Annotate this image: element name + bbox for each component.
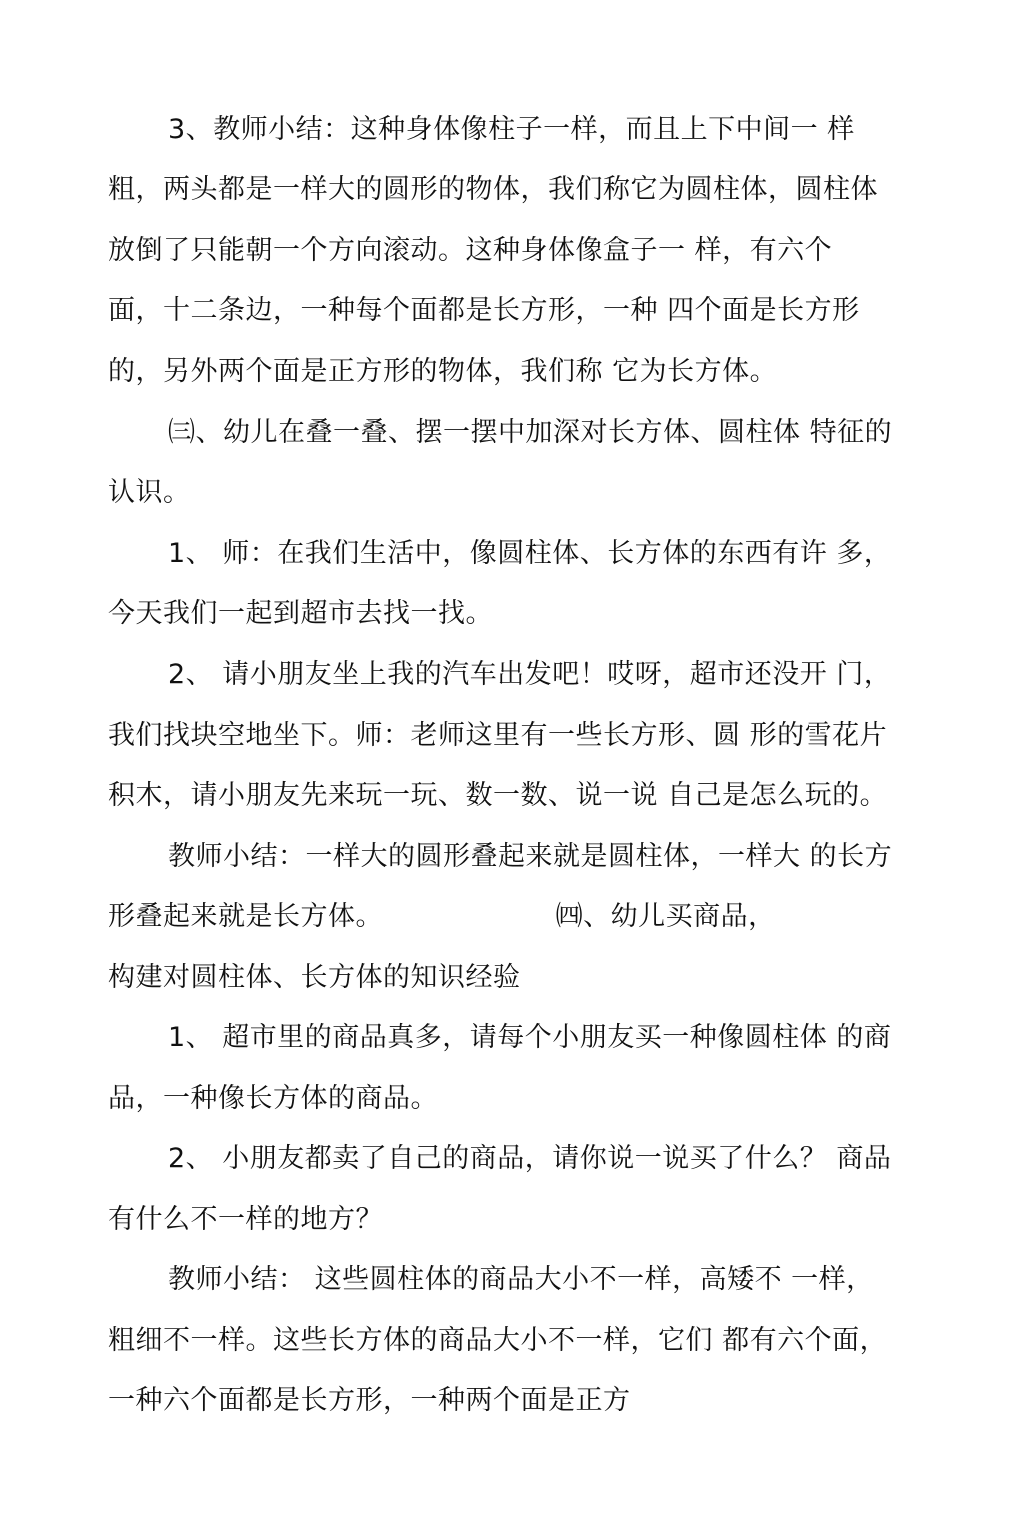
text-line: 积木，请小朋友先来玩一玩、数一数、说一说 自己是怎么玩的。 — [108, 780, 888, 811]
text-line: 1、 师：在我们生活中，像圆柱体、长方体的东西有许 多， — [168, 538, 892, 569]
text-line: 2、 小朋友都卖了自己的商品，请你说一说买了什么？ 商品 — [168, 1143, 892, 1174]
text-line: 教师小结：一样大的圆形叠起来就是圆柱体，一样大 的长方 — [168, 841, 893, 872]
text-line: 2、 请小朋友坐上我的汽车出发吧！哎呀，超市还没开 门， — [168, 659, 892, 690]
text-line: 一种六个面都是长方形，一种两个面是正方 — [108, 1385, 631, 1416]
text-line: 我们找块空地坐下。师：老师这里有一些长方形、圆 形的雪花片 — [108, 720, 888, 751]
text-line: 粗细不一样。这些长方体的商品大小不一样，它们 都有六个面， — [108, 1325, 888, 1356]
text-line: 品，一种像长方体的商品。 — [108, 1083, 438, 1114]
text-line: 粗，两头都是一样大的圆形的物体，我们称它为圆柱体，圆柱体 — [108, 174, 878, 205]
text-line: 放倒了只能朝一个方向滚动。这种身体像盒子一 样，有六个 — [108, 235, 833, 266]
text-line: 形叠起来就是长方体。 ㈣、幼儿买商品， — [108, 901, 776, 932]
text-line: 教师小结： 这些圆柱体的商品大小不一样，高矮不 一样， — [168, 1264, 874, 1295]
text-line: 1、 超市里的商品真多，请每个小朋友买一种像圆柱体 的商 — [168, 1022, 892, 1053]
section-heading: ㈢、幼儿在叠一叠、摆一摆中加深对长方体、圆柱体 特征的 — [168, 417, 893, 448]
text-line: 的，另外两个面是正方形的物体，我们称 它为长方体。 — [108, 356, 778, 387]
text-line: 认识。 — [108, 477, 191, 508]
text-line: 有什么不一样的地方？ — [108, 1204, 383, 1235]
text-line: 今天我们一起到超市去找一找。 — [108, 598, 493, 629]
text-line: 3、教师小结：这种身体像柱子一样，而且上下中间一 样 — [168, 114, 855, 145]
text-line: 构建对圆柱体、长方体的知识经验 — [108, 962, 521, 993]
text-line: 面，十二条边，一种每个面都是长方形，一种 四个面是长方形 — [108, 295, 860, 326]
